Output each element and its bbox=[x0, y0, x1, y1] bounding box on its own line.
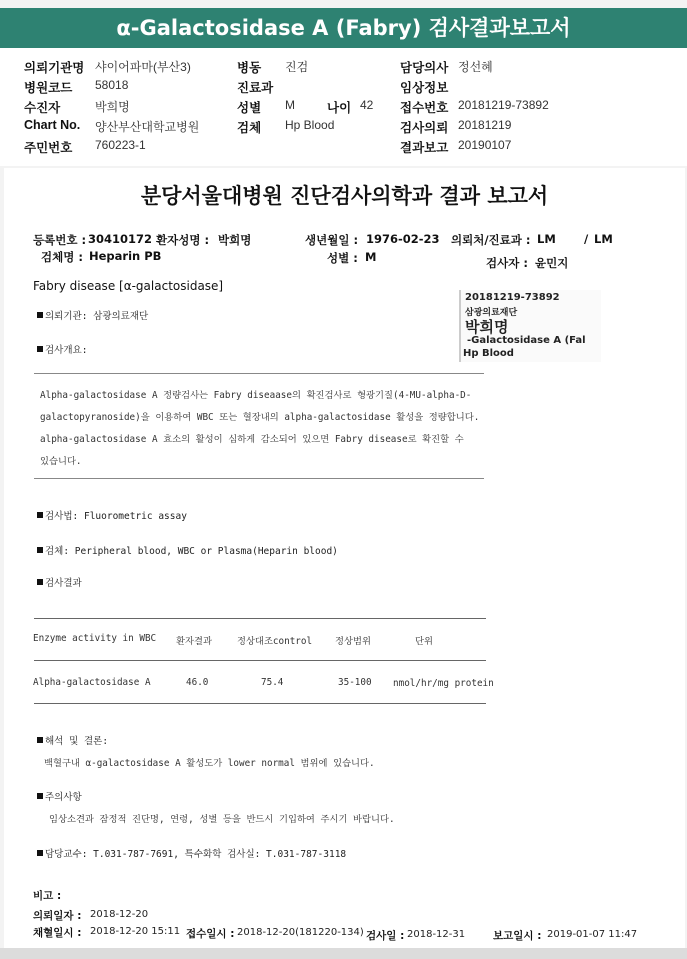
chart-no-value: 양산부산대학교병원 bbox=[95, 120, 200, 134]
clinical-info-label: 임상정보 bbox=[400, 81, 449, 95]
table-header-unit: 단위 bbox=[415, 636, 433, 647]
method-line bbox=[37, 508, 187, 522]
overview-line-4: 있습니다. bbox=[40, 456, 82, 467]
result-heading bbox=[37, 575, 82, 589]
age-label: 나이 bbox=[327, 101, 352, 115]
tester-value: 윤민지 bbox=[535, 256, 569, 270]
age-value: 42 bbox=[360, 98, 374, 112]
specimen-label: 검체 bbox=[237, 121, 262, 135]
department-label: 진료과 bbox=[237, 81, 274, 95]
test-date-label: 검사일 : bbox=[366, 930, 405, 942]
caution-heading bbox=[37, 789, 82, 803]
draw-label: 채혈일시 : bbox=[33, 927, 82, 939]
table-cell-enzyme: Alpha-galactosidase A bbox=[33, 677, 151, 688]
patient-value: 박희명 bbox=[95, 100, 130, 114]
requester-org-value: 샤이어파마(부산3) bbox=[95, 60, 191, 74]
patient-label: 수진자 bbox=[24, 101, 61, 115]
overview-line-2: galactopyranoside)을 이용하여 WBC 또는 혈장내의 alpha-galactosidase 활성을 정량합니다. bbox=[40, 412, 480, 423]
divider bbox=[34, 373, 484, 374]
overview-heading-text: 검사개요: bbox=[45, 345, 88, 356]
sticker-specimen: Hp Blood bbox=[463, 348, 514, 359]
request-date-label: 의뢰일자 : bbox=[33, 910, 82, 922]
result-report-label: 결과보고 bbox=[400, 141, 449, 155]
test-request-value: 20181219 bbox=[458, 118, 512, 132]
chart-no-label: Chart No. bbox=[24, 118, 81, 132]
specimen-sticker bbox=[459, 290, 601, 362]
table-header-range: 정상범위 bbox=[335, 636, 371, 647]
report-sex-label: 성별 : bbox=[327, 251, 358, 265]
reg-no-value: 30410172 bbox=[88, 232, 153, 246]
requester-line bbox=[37, 308, 148, 322]
dob-value: 1976-02-23 bbox=[366, 232, 440, 246]
requester-text: 의뢰기관: 삼광의료재단 bbox=[45, 311, 149, 322]
table-header-enzyme: Enzyme activity in WBC bbox=[33, 633, 157, 644]
dept-value-a: LM bbox=[537, 232, 556, 246]
scanned-report-document bbox=[4, 168, 685, 948]
test-request-label: 검사의뢰 bbox=[400, 121, 449, 135]
resident-no-label: 주민번호 bbox=[24, 141, 73, 155]
dob-label: 생년월일 : bbox=[305, 233, 359, 247]
specimen-line-text: 검체: Peripheral blood, WBC or Plasma(Heparin blood) bbox=[45, 546, 338, 557]
tester-label: 검사자 : bbox=[486, 256, 528, 270]
divider bbox=[34, 478, 484, 479]
table-cell-range: 35-100 bbox=[338, 677, 372, 688]
sticker-patient: 박희명 bbox=[465, 318, 509, 336]
requester-org-label: 의뢰기관명 bbox=[24, 61, 85, 75]
interpretation-heading-text: 해석 및 결론: bbox=[45, 736, 109, 747]
table-header-patient: 환자결과 bbox=[176, 636, 212, 647]
report-time-value: 2019-01-07 11:47 bbox=[547, 929, 638, 940]
ward-value: 진검 bbox=[285, 60, 309, 74]
overview-heading bbox=[37, 342, 87, 356]
specimen-name-label: 검체명 : bbox=[41, 250, 83, 264]
table-cell-unit: nmol/hr/mg protein bbox=[393, 678, 494, 689]
doctor-label: 담당의사 bbox=[400, 61, 449, 75]
table-mid-rule bbox=[34, 660, 486, 661]
specimen-name-value: Heparin PB bbox=[89, 249, 162, 263]
specimen-value: Hp Blood bbox=[285, 118, 335, 132]
sex-label: 성별 bbox=[237, 101, 262, 115]
dept-value-b: LM bbox=[594, 232, 613, 246]
contact-line bbox=[37, 846, 346, 860]
patient-name-label: 환자성명 : bbox=[156, 233, 210, 247]
overview-line-3: alpha-galactosidase A 효소의 활성이 심하게 감소되어 있으면 Fabry disease로 확진할 수 bbox=[40, 434, 464, 445]
table-header-control: 정상대조control bbox=[237, 636, 313, 647]
table-cell-patient: 46.0 bbox=[186, 677, 209, 688]
result-heading-text: 검사결과 bbox=[45, 578, 82, 589]
caution-text: 임상소견과 잠정적 진단명, 연령, 성별 등을 반드시 기입하여 주시기 바랍니다. bbox=[49, 814, 395, 825]
sticker-test: -Galactosidase A (Fal bbox=[467, 335, 586, 346]
report-sex-value: M bbox=[365, 250, 377, 264]
patient-name-value: 박희명 bbox=[218, 233, 252, 247]
resident-no-value: 760223-1 bbox=[95, 138, 146, 152]
receipt-no-value: 20181219-73892 bbox=[458, 98, 549, 112]
receive-label: 접수일시 : bbox=[186, 928, 235, 940]
hospital-code-value: 58018 bbox=[95, 78, 129, 92]
test-name: Fabry disease [α-galactosidase] bbox=[33, 279, 224, 293]
method-text: 검사법: Fluorometric assay bbox=[45, 511, 187, 522]
result-report-value: 20190107 bbox=[458, 138, 512, 152]
request-info-panel bbox=[0, 48, 687, 166]
sex-value: M bbox=[285, 98, 295, 112]
table-cell-control: 75.4 bbox=[261, 677, 284, 688]
dept-label: 의뢰처/진료과 : bbox=[451, 233, 531, 247]
report-header-title: α-Galactosidase A (Fabry) 검사결과보고서 bbox=[0, 8, 687, 48]
doctor-value: 정선혜 bbox=[458, 60, 493, 74]
interpretation-text: 백혈구내 α-galactosidase A 활성도가 lower normal 범위에 있습니다. bbox=[44, 758, 375, 769]
test-date-value: 2018-12-31 bbox=[407, 929, 466, 940]
request-date-value: 2018-12-20 bbox=[90, 909, 149, 920]
hospital-code-label: 병원코드 bbox=[24, 81, 73, 95]
page-bottom-edge bbox=[0, 948, 687, 959]
contact-text: 담당교수: T.031-787-7691, 특수화학 검사실: T.031-787-3118 bbox=[45, 849, 347, 860]
receive-value: 2018-12-20(181220-134) bbox=[237, 927, 364, 938]
reg-no-label: 등록번호 : bbox=[33, 233, 87, 247]
ward-label: 병동 bbox=[237, 61, 262, 75]
remarks-label: 비고 : bbox=[33, 890, 62, 902]
draw-value: 2018-12-20 15:11 bbox=[90, 926, 181, 937]
specimen-line bbox=[37, 543, 338, 557]
sticker-org: 삼광의료재단 bbox=[465, 308, 518, 318]
receipt-no-label: 접수번호 bbox=[400, 101, 449, 115]
overview-line-1: Alpha-galactosidase A 정량검사는 Fabry diseaase의 확진검사로 형광기질(4-MU-alpha-D- bbox=[40, 390, 472, 401]
table-top-rule bbox=[34, 618, 486, 619]
dept-separator: / bbox=[584, 232, 589, 246]
caution-heading-text: 주의사항 bbox=[45, 792, 82, 803]
interpretation-heading bbox=[37, 733, 108, 747]
sticker-receipt-no: 20181219-73892 bbox=[465, 292, 560, 303]
report-title: 분당서울대병원 진단검사의학과 결과 보고서 bbox=[140, 184, 549, 208]
report-time-label: 보고일시 : bbox=[493, 930, 542, 942]
table-bottom-rule bbox=[34, 703, 486, 704]
